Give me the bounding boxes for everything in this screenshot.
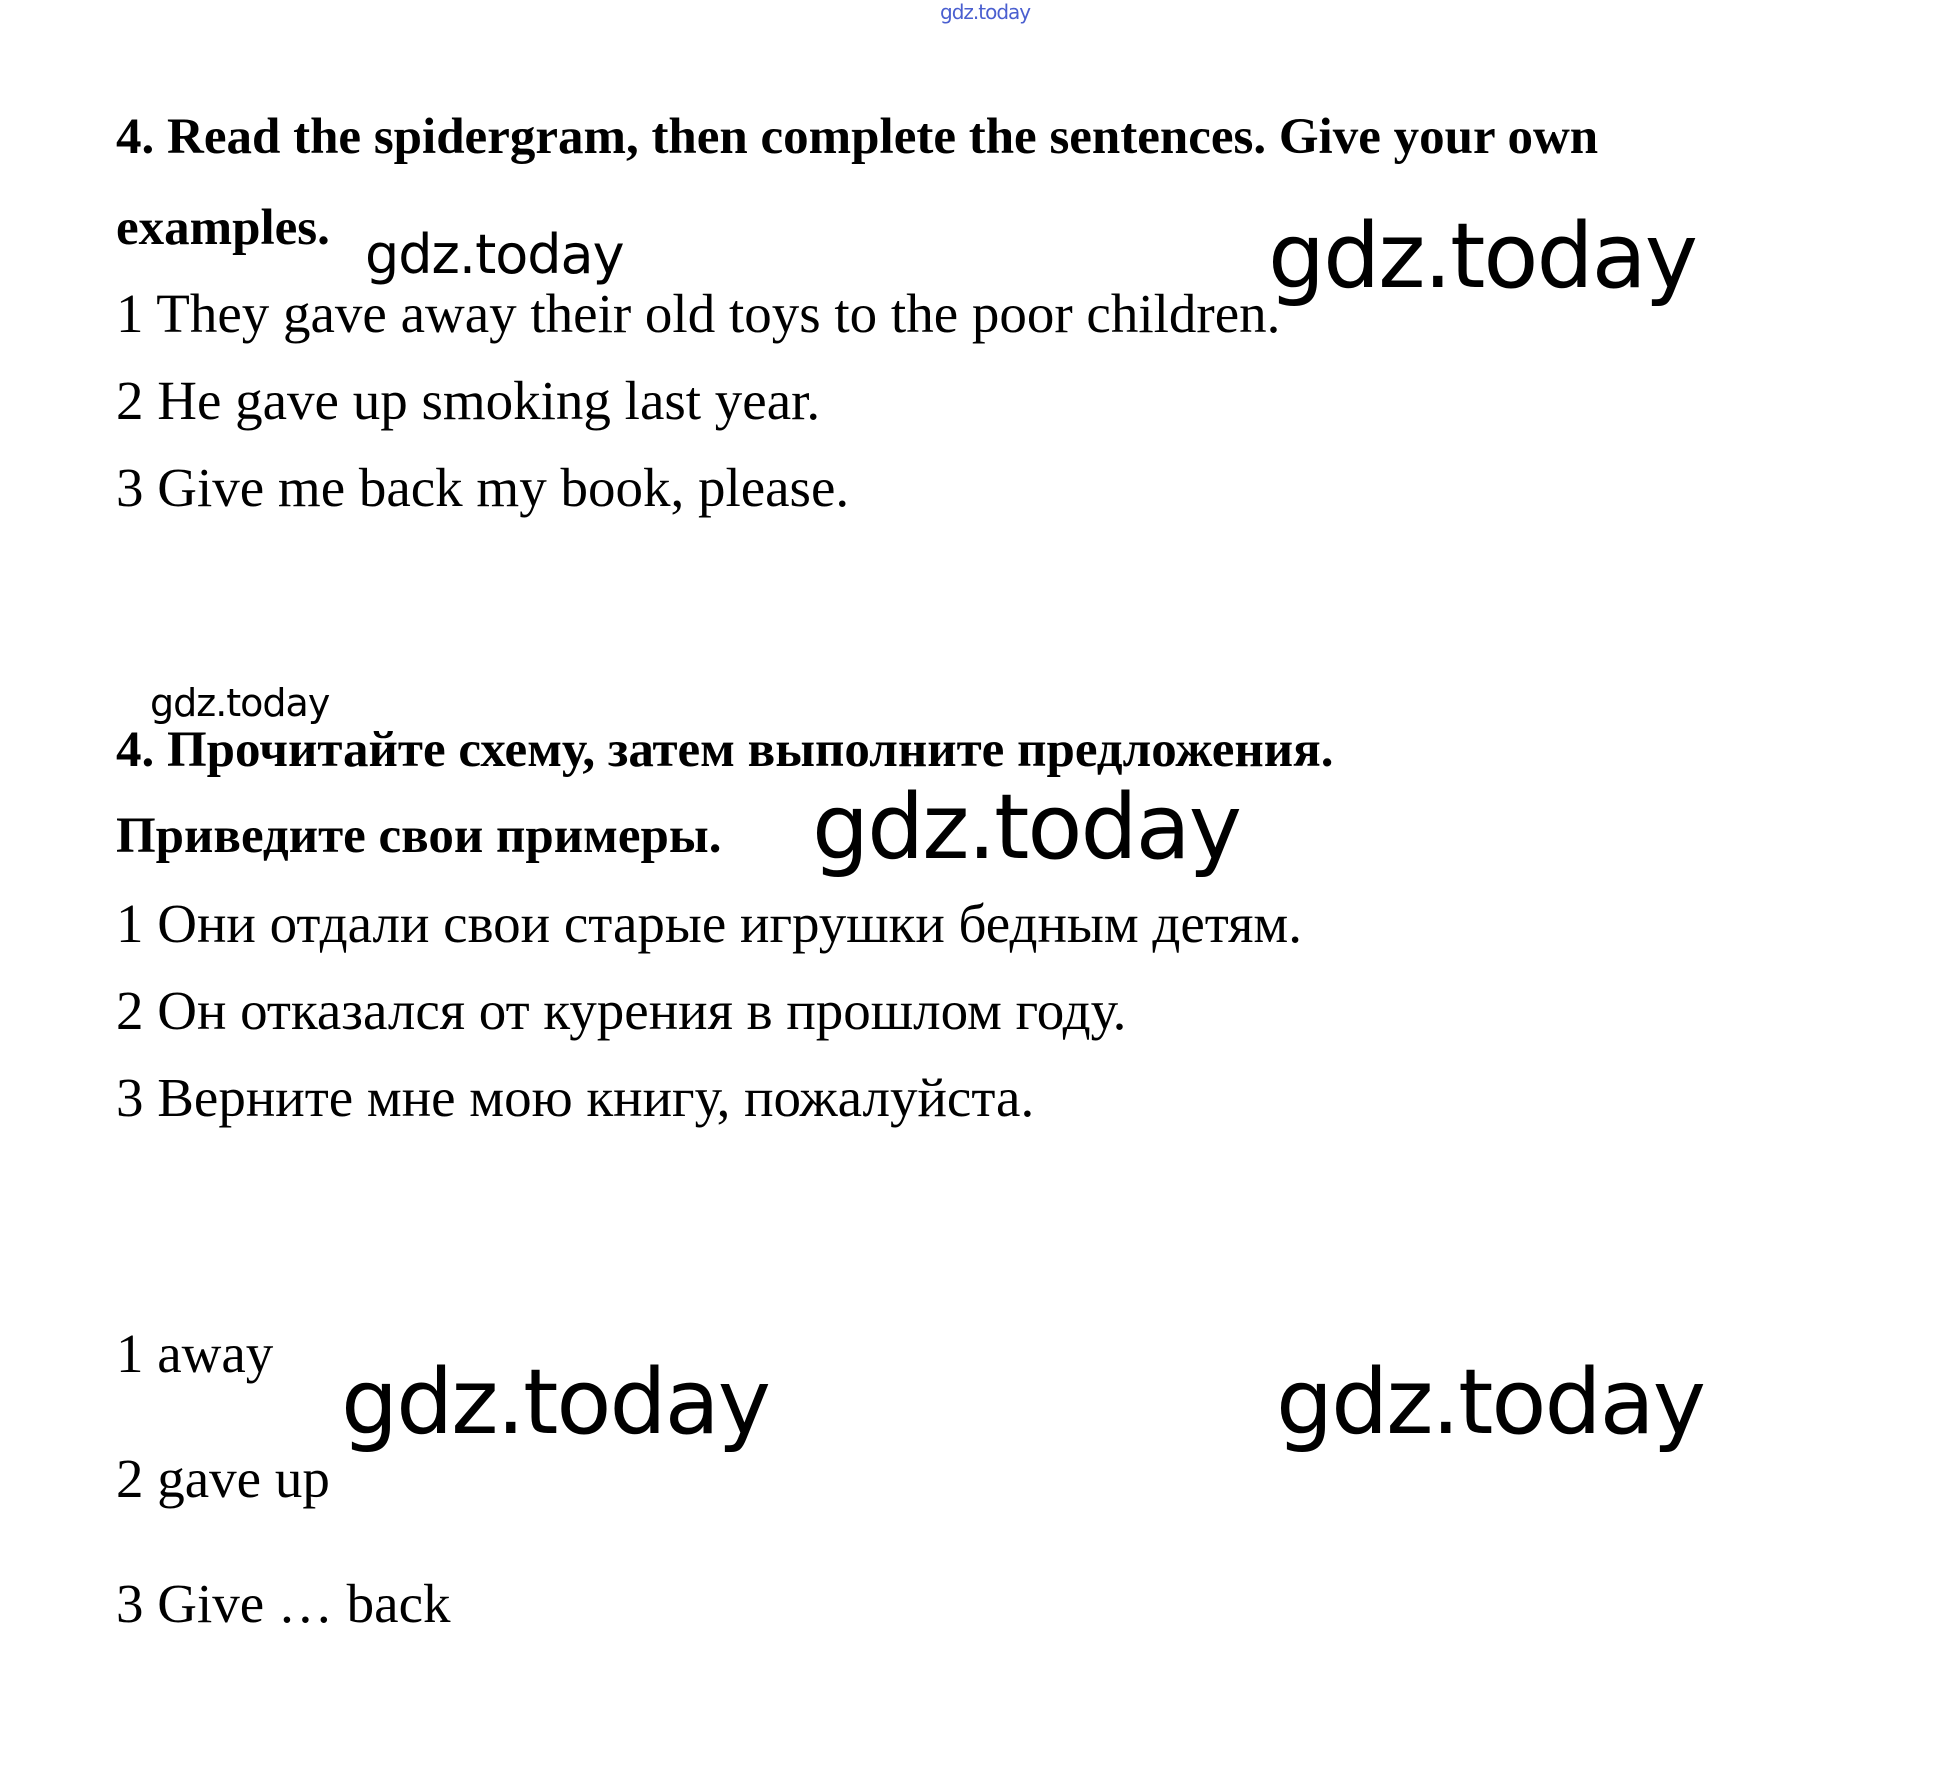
- answer-2: 2 gave up: [116, 1448, 330, 1509]
- english-sentence-3: 3 Give me back my book, please.: [116, 457, 850, 518]
- english-sentence-2: 2 He gave up smoking last year.: [116, 370, 821, 431]
- watermark: gdz.today: [365, 223, 624, 286]
- russian-heading-line1: 4. Прочитайте схему, затем выполните предложения.: [116, 722, 1334, 778]
- russian-heading-line2: Приведите свои примеры.: [116, 808, 722, 864]
- watermark: gdz.today: [1276, 1350, 1705, 1455]
- russian-sentence-1: 1 Они отдали свои старые игрушки бедным детям.: [116, 893, 1302, 954]
- answer-3: 3 Give … back: [116, 1573, 451, 1634]
- english-sentence-1: 1 They gave away their old toys to the poor children.: [116, 283, 1281, 344]
- watermark: gdz.today: [1268, 204, 1697, 309]
- english-heading-line1: 4. Read the spidergram, then complete the sentences. Give your own: [116, 109, 1599, 165]
- answer-1: 1 away: [116, 1323, 274, 1384]
- watermark-top: gdz.today: [940, 0, 1031, 24]
- watermark: gdz.today: [150, 681, 330, 725]
- watermark: gdz.today: [812, 775, 1241, 880]
- russian-sentence-2: 2 Он отказался от курения в прошлом году.: [116, 980, 1127, 1041]
- russian-sentence-3: 3 Верните мне мою книгу, пожалуйста.: [116, 1067, 1035, 1128]
- watermark: gdz.today: [341, 1350, 770, 1455]
- english-heading-line2: examples.: [116, 200, 330, 256]
